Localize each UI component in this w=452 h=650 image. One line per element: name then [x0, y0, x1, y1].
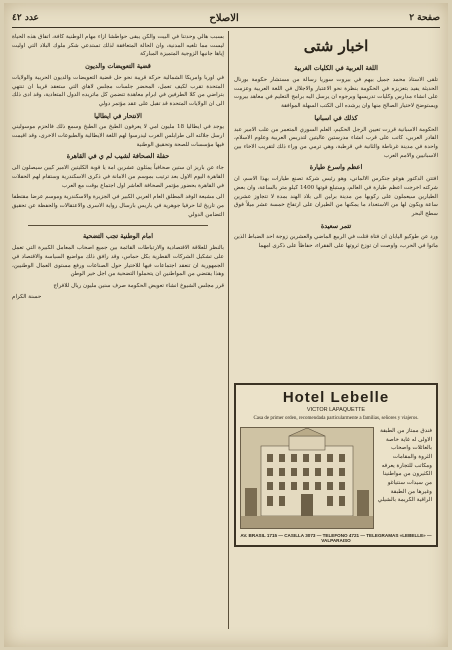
- hotel-advertisement: [234, 383, 438, 547]
- masthead: [12, 9, 440, 28]
- page-number: صفحة ٢: [409, 13, 440, 23]
- article-text: في اوربا وامريكا الشمالية حركة قريبة نحو حل قضية التعويضات والديون الحربية والولايات المتحدة تقرب لكيف تعمل، المحضر جلسات مجلس لاهاي التي ستعقد قريبا ان تنتهي بتراضي من كلا الطرفين في ابرام معاهدة تتضمن كل ماتريده الدول المتعادية، وقد ادى ذلك الى ان الولايات المتحدة قد تقبل على عقد مؤتمر دولي: [12, 74, 224, 107]
- article-title: الانتحار في ايطاليا: [94, 111, 142, 120]
- hotel-building-illustration: [241, 428, 373, 528]
- article-title: امام الوطنية تجب التضحية: [82, 232, 154, 241]
- article-title: قضية التعويضات والديون: [85, 61, 151, 70]
- hotel-building-image: [240, 427, 374, 529]
- left-column: [12, 33, 224, 302]
- section-heading: اخبار شتى: [303, 37, 369, 55]
- article-signature: حسنة الكرام: [12, 294, 42, 301]
- divider-line: [28, 225, 208, 226]
- column-divider: [228, 31, 229, 629]
- article-text: قرر مجلس الشيوخ انشاء تعويض الحكومة صرف سنين مليون ريال للافراج: [53, 282, 224, 289]
- newspaper-page: [4, 3, 448, 647]
- article-text: بسبب هالي وحدتنا في البيت والكن يبقى حواطشا ازاء مهام الوطنية كافة، اتفاق هذه الحياة ليست مما تلغيه المدنية، وان الحالة المتعافقة لذلك تستدعي شكر ملوك البلاد التي اوليت إياها جانبها الزوجية المتميزة المباركة: [12, 34, 224, 58]
- article-text: افتتن الدكتور هوغو جنكرس الالماني، وهو رئيس شركة تصنع طيارات بهذا الاسم، ان شركته اخرجت اعظم طيارة في العالم، وستبلغ قوتها 1400 كيلو متر بالساعة، وان بعض الطيارين سيعملون على ركوبها من مدينة برلين الى بلاد الهند بمدة لا تتجاوز عشرين ساعة ويكون لها من الاستعداد ما يمكنها من الطيران على ارتفاع خمسة عشر ميلاً فوق سطح البحر: [234, 176, 438, 217]
- newspaper-title: الاصلاح: [209, 12, 239, 24]
- article-text: الحكومة الاسبانية قررت تعيين الرجل الحكيم، العلم السوري المتعمر من علب الامير عبد القادر العربي، كاتب على قرب انشاء مدرستين عاليتين لتدريس العربية وعلوم الاسلام، واحدة في مدينة غرناطة والثانية في قرطبة، وهي ترمي من وراء ذلك لتقريب الاخاء بين الاسبانيين والامم العرب: [234, 126, 438, 159]
- hotel-description: Casa de primer orden, recomendada particularmente a familias, señores y viajeros.: [253, 416, 419, 421]
- article-title: اعظم واسرع طيارة: [309, 163, 363, 172]
- hotel-address: AV. BRASIL 1715 — CASILLA 3073 — TELEFONO 4721 — TELEGRAMAS «LEBELLE» — VALPARAISO: [240, 533, 432, 543]
- article-text: ورد عن طوكيو اليابان ان فتاة قتلت في الربيع الماضي والعشرين زوجة احد الضباط الذين ماتوا في الحرب، واوصت ان توزع ثروتها على الفقراء، حفاظاً على ذكرى امهما: [234, 234, 438, 250]
- article-title: تتمر سعيدة: [320, 221, 352, 230]
- hotel-arabic-text: فندق ممتاز من الطبقة الاولى له غاية خاصة بالعائلات واصحاب الثروة والمقامات ومكاتب للتجارة يعرفه الكثيرون من مواطنينا من سيدات سنتياغو وغيرها من الطبقة الراقية الكريمة بالشيلي: [377, 428, 432, 504]
- article-text: الى مشيعة الوفد المطلق العام العربي الكبير في الجزيرة والاسكندرية وموسم عرضا مقتطفا من تاريخ لنا حرفيا جوهرية في باريس بارسال رواية الاسرى والاعتقالات والحفظة عن تحقيق التضامن الدولي: [12, 194, 224, 218]
- article-text: بالنظر للعلاقة الاقتصادية والارتباطات القائمة بين جميع اصحاب المعامل الكبيرة التي تعمل على تشكيل الشركات القطرية بكل حماس، وقد رافق ذلك مواضيع السياسة والاقتصاد في الجمهورية ان تنعقد اجتماعات فيها للاختيار حول الصناعات ورفع مستوى العمال الوطنيين، وهذا يقتضي من المواطنين ان يتحملوا التضحية من اجل خير الوطن: [12, 245, 224, 278]
- article-text: تلقى الاستاذ محمد جميل بيهم في بيروت سوريا رسالة من مستشار حكومة بورنال الحديثة يفيد بتعزيزه في الحكومة بنظرة نحو الاعتبار والاجلال في اللغة العربية وعزمت على انشاء مدارس وكليات تدريسها وبرجوه ان يرسل اليه برامج التعليم في معاهد بيروت ويستوضح لاختيار الصالح منها وان يرشده الى الكتب السهلة الموافقة: [234, 77, 438, 110]
- article-title: اللغة العربية في الكليات الغربية: [294, 64, 378, 73]
- issue-number: عدد ٤٢: [12, 13, 39, 23]
- article-title: حفلة الصحافة لشيب لم ي في القاهرة: [66, 152, 170, 161]
- article-text: يوجد في ايطاليا 18 مليون امي لا يعرفون الطبخ من الطبخ وسمع ذلك فالحزم موسوليني ارسل جلالته الى طرابلس الغرب ليدرسوا لهم اللغة الايطالية والطبوعات الاخرى، وقد اقيمت فيها مؤسسات للصحة وتحقيق الوطنية: [12, 124, 225, 148]
- article-text: جاء عن باريز ان ستين صحافياً يمثلون عشرين امة يا قوبة الكليتين الامير كيين سيصلون الى القاهرة اليوم الاول بعد ترتيب بموسم من الامانة في ذكرى الاسكندرية وستقام لهم الحفلات في القاهرة بحضور مؤتمر الصحافة العاشر اول اجتماع بوقت مع العرب: [12, 165, 224, 189]
- right-column: [234, 33, 438, 254]
- hotel-owner: VICTOR LAPAQUETTE: [306, 407, 366, 413]
- article-title: كذلك في اسبانيا: [314, 113, 358, 122]
- hotel-name: Hotel Lebelle: [282, 389, 390, 406]
